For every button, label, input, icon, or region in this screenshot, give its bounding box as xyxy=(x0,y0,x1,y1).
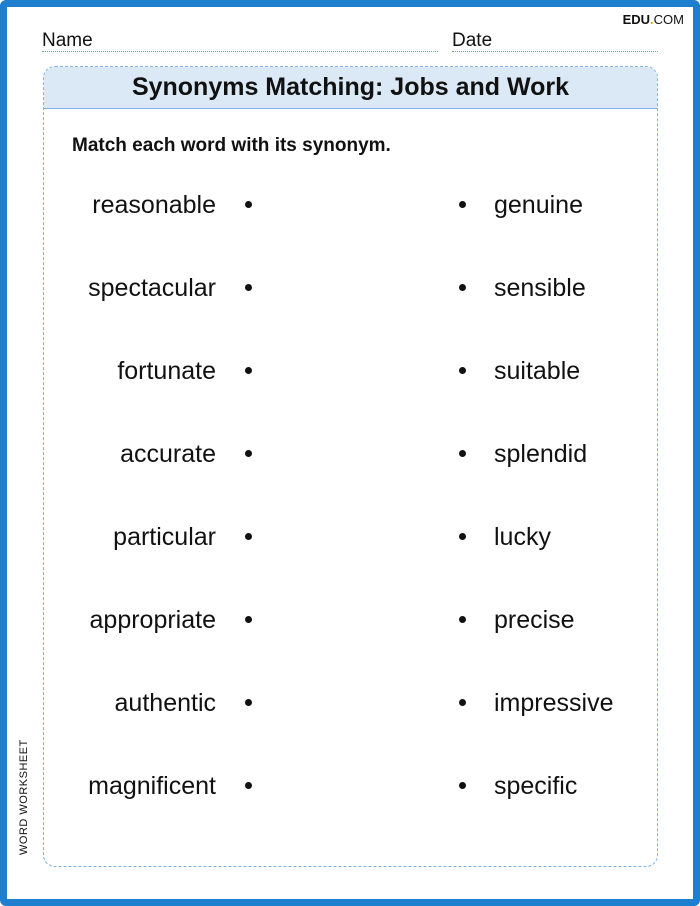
right-bullet[interactable] xyxy=(459,450,466,457)
brand-logo: EDU.COM xyxy=(622,12,684,27)
date-label: Date xyxy=(452,30,493,51)
right-bullet[interactable] xyxy=(459,367,466,374)
left-word: appropriate xyxy=(89,606,216,634)
left-word: fortunate xyxy=(117,357,216,385)
left-word: authentic xyxy=(114,689,216,717)
left-bullet[interactable] xyxy=(245,284,252,291)
right-word: splendid xyxy=(494,440,588,468)
right-bullet[interactable] xyxy=(459,201,466,208)
name-label: Name xyxy=(42,30,93,51)
left-bullet[interactable] xyxy=(245,782,252,789)
left-word: spectacular xyxy=(88,274,216,302)
instructions: Match each word with its synonym. xyxy=(72,135,391,156)
worksheet-panel xyxy=(43,66,658,867)
match-row xyxy=(44,517,658,557)
left-bullet[interactable] xyxy=(245,533,252,540)
right-bullet[interactable] xyxy=(459,699,466,706)
left-word: accurate xyxy=(120,440,216,468)
match-row xyxy=(44,766,658,806)
right-bullet[interactable] xyxy=(459,284,466,291)
left-bullet[interactable] xyxy=(245,616,252,623)
right-word: genuine xyxy=(494,191,583,219)
right-bullet[interactable] xyxy=(459,782,466,789)
date-field[interactable] xyxy=(452,30,658,52)
match-row xyxy=(44,434,658,474)
match-row xyxy=(44,683,658,723)
right-bullet[interactable] xyxy=(459,533,466,540)
match-row xyxy=(44,268,658,308)
left-bullet[interactable] xyxy=(245,699,252,706)
right-word: suitable xyxy=(494,357,581,385)
left-word: particular xyxy=(113,523,216,551)
name-field[interactable] xyxy=(42,30,438,52)
match-row xyxy=(44,600,658,640)
left-word: reasonable xyxy=(92,191,216,219)
right-word: lucky xyxy=(494,523,551,551)
right-word: specific xyxy=(494,772,578,800)
left-word: magnificent xyxy=(88,772,216,800)
left-bullet[interactable] xyxy=(245,450,252,457)
right-word: sensible xyxy=(494,274,586,302)
match-row xyxy=(44,351,658,391)
match-row xyxy=(44,185,658,225)
right-word: impressive xyxy=(494,689,614,717)
side-label: WORD WORKSHEET xyxy=(18,739,30,855)
left-bullet[interactable] xyxy=(245,367,252,374)
left-bullet[interactable] xyxy=(245,201,252,208)
right-bullet[interactable] xyxy=(459,616,466,623)
worksheet-title: Synonyms Matching: Jobs and Work xyxy=(44,67,657,109)
right-word: precise xyxy=(494,606,575,634)
